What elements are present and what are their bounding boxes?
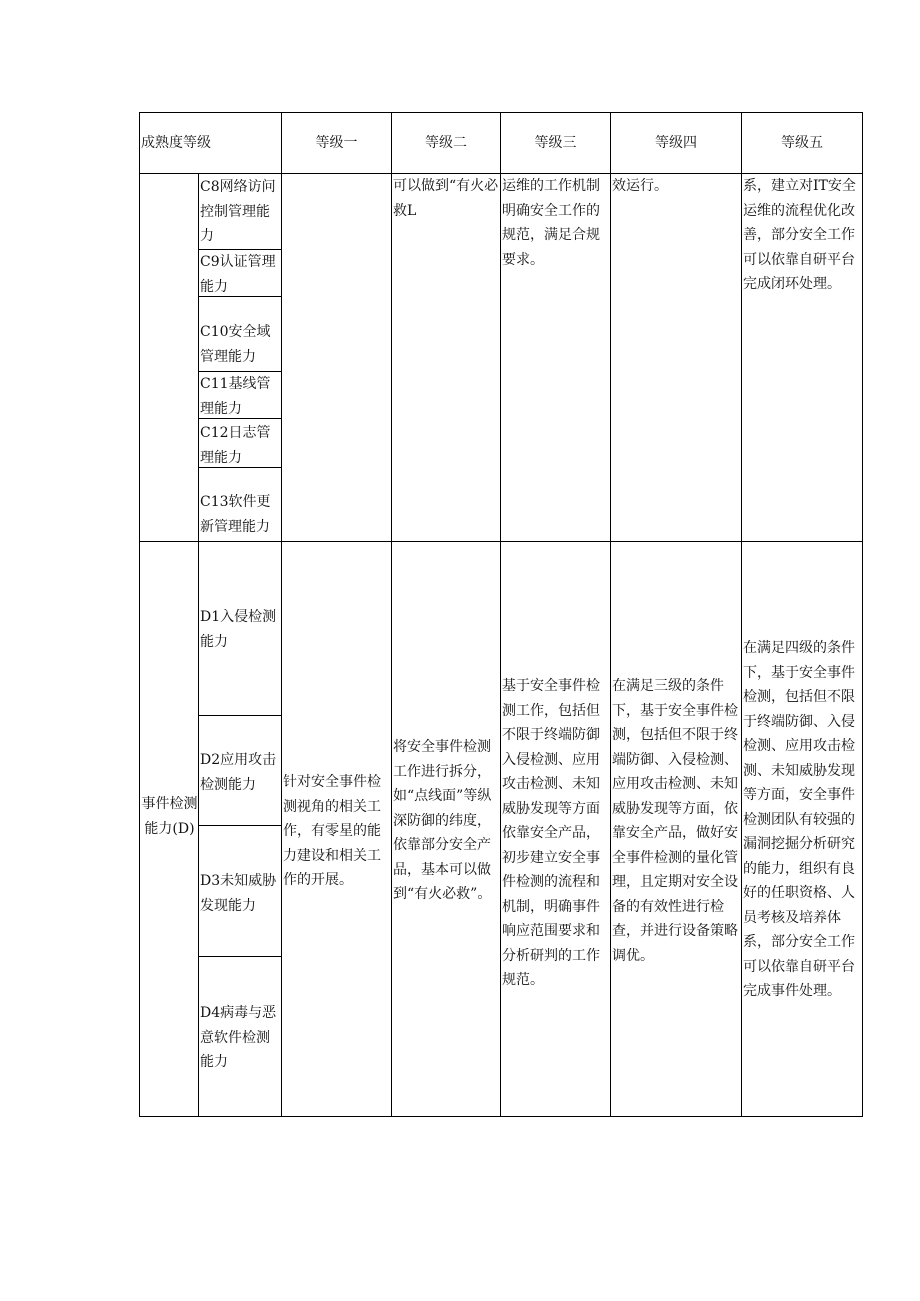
sub-item-c13: C13软件更新管理能力 — [200, 494, 271, 535]
sub-row-divider — [199, 956, 281, 957]
header-level-2: 等级二 — [425, 135, 467, 151]
d-level-2-text: 将安全事件检测工作进行拆分，如“点线面”等纵深防御的纬度，依靠部分安全产品，基本可以做到“有火必救”。 — [393, 739, 492, 902]
sub-item-d2: D2应用攻击检测能力 — [200, 752, 277, 793]
sub-row-divider — [199, 371, 281, 372]
sub-row-divider — [199, 249, 281, 250]
sub-item-d3: D3未知威胁发现能力 — [200, 873, 277, 914]
table-rule-level-1 — [281, 112, 282, 1117]
sub-item-c10: C10安全域管理能力 — [200, 324, 271, 365]
sub-row-divider — [199, 825, 281, 826]
c-level-2-text: 可以做到“有火必救L — [393, 178, 499, 219]
sub-row-divider — [199, 715, 281, 716]
header-level-5: 等级五 — [781, 135, 823, 151]
table-rule-level-4 — [610, 112, 611, 1117]
table-rule-category — [198, 173, 199, 1117]
table-rule-right — [862, 112, 863, 1117]
table-rule-left — [139, 112, 140, 1117]
c-level-4-text: 效运行。 — [612, 178, 668, 194]
d-level-5-text: 在满足四级的条件下，基于安全事件检测，包括但不限于终端防御、入侵检测、应用攻击检测、未知威胁发现等方面，安全事件检测团队有较强的漏洞挖掘分析研究的能力，组织有良好的任职资格、人员考核及培养体系，部分安全工作可以依靠自研平台完成事件处理。 — [743, 640, 855, 999]
c-level-3-text: 运维的工作机制明确安全工作的规范，满足合规要求。 — [502, 178, 600, 268]
sub-row-divider — [199, 296, 281, 297]
table-rule-level-2 — [391, 112, 392, 1117]
sub-item-d4: D4病毒与恶意软件检测能力 — [200, 1005, 277, 1070]
table-rule-top — [139, 112, 863, 113]
table-rule-section-divider — [139, 541, 863, 542]
d-level-3-text: 基于安全事件检测工作，包括但不限于终端防御入侵检测、应用攻击检测、未知威胁发现等方面依靠安全产品，初步建立安全事件检测的流程和机制，明确事件响应范围要求和分析研判的工作规范。 — [502, 678, 600, 988]
table-rule-level-3 — [500, 112, 501, 1117]
sub-item-c11: C11基线管理能力 — [200, 376, 271, 417]
d-level-1-text: 针对安全事件检测视角的相关工作，有零星的能力建设和相关工作的开展。 — [283, 774, 381, 888]
table-rule-bottom — [139, 1116, 863, 1117]
sub-row-divider — [199, 418, 281, 419]
header-level-1: 等级一 — [315, 135, 358, 151]
header-level-4: 等级四 — [655, 135, 697, 151]
sub-row-divider — [199, 467, 281, 468]
sub-item-c8: C8网络访问控制管理能力 — [200, 179, 276, 244]
sub-item-d1: D1入侵检测能力 — [200, 609, 277, 650]
sub-item-c9: C9认证管理能力 — [200, 254, 276, 295]
header-maturity: 成熟度等级 — [141, 135, 211, 151]
header-level-3: 等级三 — [534, 135, 577, 151]
sub-item-c12: C12日志管理能力 — [200, 425, 271, 466]
table-rule-header-bottom — [139, 173, 863, 174]
d-category: 事件检测能力(D) — [141, 796, 198, 837]
table-rule-level-5 — [741, 112, 742, 1117]
c-level-5-text: 系，建立对IT安全运维的流程优化改善，部分安全工作可以依靠自研平台完成闭环处理。 — [743, 178, 856, 292]
d-level-4-text: 在满足三级的条件下，基于安全事件检测，包括但不限于终端防御、入侵检测、应用攻击检测、未知威胁发现等方面，依靠安全产品，做好安全事件检测的量化管理，且定期对安全设备的有效性进行检查，并进行设备策略调优。 — [612, 678, 738, 964]
